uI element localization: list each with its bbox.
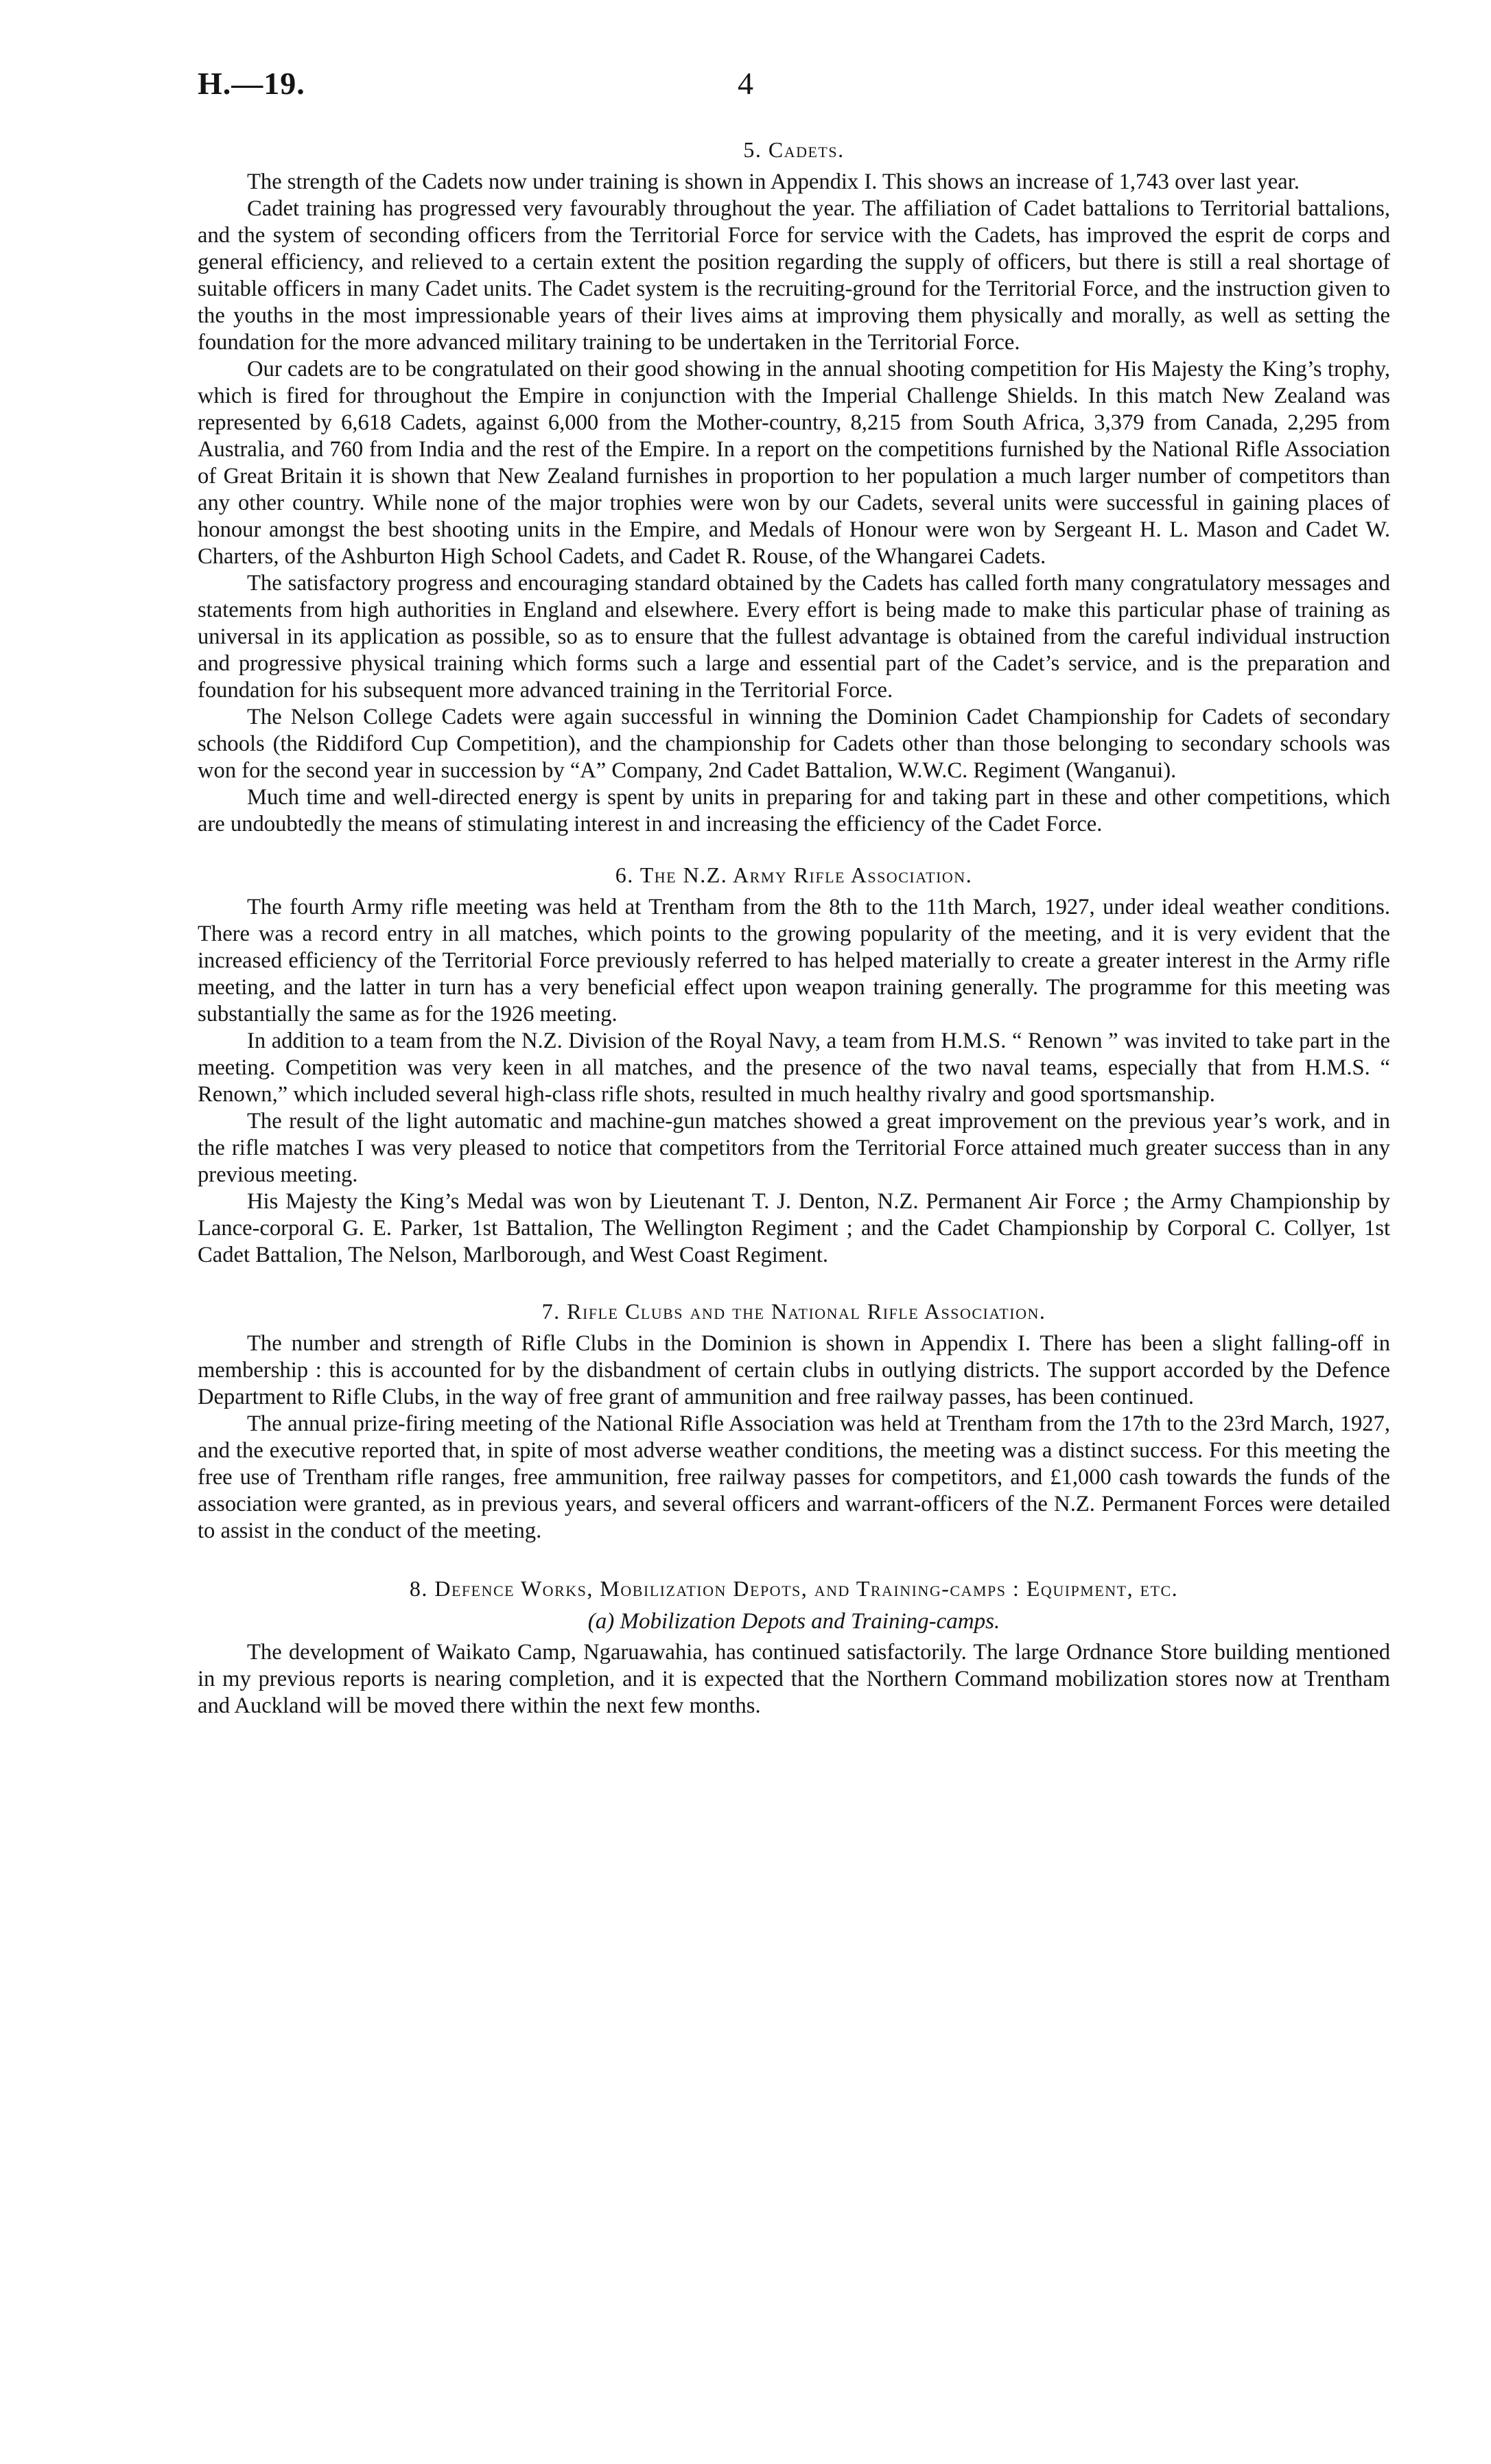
- section-army-rifle-association: [198, 861, 1390, 1269]
- paragraph: The result of the light automatic and machine-gun matches showed a great improvement on the previous year’s work, and in the rifle matches I was very pleased to notice that competitors from the Territorial Force attained much greater success than in any previous meeting.: [198, 1109, 1390, 1187]
- page-number: 4: [738, 66, 753, 101]
- running-header: [198, 65, 1293, 106]
- paragraph: The development of Waikato Camp, Ngaruawahia, has continued satisfactorily. The large Ordnance Store building mentioned in my previous reports is nearing completion, and it is expected that the Northern Command mobilization stores now at Trentham and Auckland will be moved there within the next few months.: [198, 1640, 1390, 1718]
- document-body: [198, 136, 1390, 1720]
- section-heading: 7. Rifle Clubs and the National Rifle Association.: [541, 1299, 1046, 1324]
- section-heading: 6. The N.Z. Army Rifle Association.: [615, 863, 973, 887]
- paragraph: The Nelson College Cadets were again successful in winning the Dominion Cadet Championship for Cadets of secondary schools (the Riddiford Cup Competition), and the championship for Cadets other than those belonging to secondary schools was won for the second year in succession by “A” Company, 2nd Cadet Battalion, W.W.C. Regiment (Wanganui).: [198, 705, 1390, 783]
- paragraph: The number and strength of Rifle Clubs in the Dominion is shown in Appendix I. There has been a slight falling-off in membership : this is accounted for by the disbandment of certain clubs in outlying districts. The support accorded by the Defence Department to Rifle Clubs, in the way of free grant of ammunition and free railway passes, has been continued.: [198, 1331, 1390, 1409]
- section-subheading: (a) Mobilization Depots and Training-camps.: [587, 1609, 1000, 1634]
- section-defence-works: [198, 1575, 1390, 1720]
- paragraph: Our cadets are to be congratulated on their good showing in the annual shooting competition for His Majesty the King’s trophy, which is fired for throughout the Empire in conjunction with the Imperial Challenge Shields. In this match New Zealand was represented by 6,618 Cadets, against 6,000 from the Mother-country, 8,215 from South Africa, 3,379 from Canada, 2,295 from Australia, and 760 from India and the rest of the Empire. In a report on the competitions furnished by the National Rifle Association of Great Britain it is shown that New Zealand furnishes in proportion to her population a much larger number of competitors than any other country. While none of the major trophies were won by our Cadets, several units were successful in gaining places of honour amongst the best shooting units in the Empire, and Medals of Honour were won by Sergeant H. L. Mason and Cadet W. Charters, of the Ashburton High School Cadets, and Cadet R. Rouse, of the Whangarei Cadets.: [198, 357, 1390, 569]
- paragraph: The fourth Army rifle meeting was held at Trentham from the 8th to the 11th March, 1927, under ideal weather conditions. There was a record entry in all matches, which points to the growing popularity of the meeting, and it is very evident that the increased efficiency of the Territorial Force previously referred to has helped materially to create a greater interest in the Army rifle meeting, and the latter in turn has a very beneficial effect upon weapon training generally. The programme for this meeting was substantially the same as for the 1926 meeting.: [198, 895, 1390, 1026]
- paragraph: The strength of the Cadets now under training is shown in Appendix I. This shows an increase of 1,743 over last year.: [247, 169, 1300, 194]
- paragraph: The annual prize-firing meeting of the National Rifle Association was held at Trentham from the 17th to the 23rd March, 1927, and the executive reported that, in spite of most adverse weather conditions, the meeting was a distinct success. For this meeting the free use of Trentham rifle ranges, free ammunition, free railway passes for competitors, and £1,000 cash towards the funds of the association were granted, as in previous years, and several officers and warrant-officers of the N.Z. Permanent Forces were detailed to assist in the conduct of the meeting.: [198, 1411, 1390, 1543]
- paragraph: In addition to a team from the N.Z. Division of the Royal Navy, a team from H.M.S. “ Renown ” was invited to take part in the meeting. Competition was very keen in all matches, and the presence of the two naval teams, especially that from H.M.S. “ Renown,” which included several high-class rifle shots, resulted in much healthy rivalry and good sportsmanship.: [198, 1029, 1390, 1107]
- section-rifle-clubs: [198, 1298, 1390, 1545]
- document-reference: H.—19.: [198, 66, 305, 101]
- section-heading: 8. Defence Works, Mobilization Depots, and Training-camps : Equipment, etc.: [409, 1576, 1179, 1601]
- paragraph: Cadet training has progressed very favourably throughout the year. The affiliation of Cadet battalions to Territorial battalions, and the system of seconding officers from the Territorial Force for service with the Cadets, has improved the esprit de corps and general efficiency, and relieved to a certain extent the position regarding the supply of officers, but there is still a real shortage of suitable officers in many Cadet units. The Cadet system is the recruiting-ground for the Territorial Force, and the instruction given to the youths in the most impressionable years of their lives aims at improving them physically and morally, as well as setting the foundation for the more advanced military training to be undertaken in the Territorial Force.: [198, 196, 1390, 355]
- section-cadets: [198, 136, 1390, 838]
- paragraph: The satisfactory progress and encouraging standard obtained by the Cadets has called forth many congratulatory messages and statements from high authorities in England and elsewhere. Every effort is being made to make this particular phase of training as universal in its application as possible, so as to ensure that the fullest advantage is obtained from the careful individual instruction and progressive physical training which forms such a large and essential part of the Cadet’s service, and is the preparation and foundation for his subsequent more advanced training in the Territorial Force.: [198, 571, 1390, 703]
- paragraph: Much time and well-directed energy is spent by units in preparing for and taking part in these and other competitions, which are undoubtedly the means of stimulating interest in and increasing the efficiency of the Cadet Force.: [198, 785, 1390, 836]
- paragraph: His Majesty the King’s Medal was won by Lieutenant T. J. Denton, N.Z. Permanent Air Force ; the Army Championship by Lance-corporal G. E. Parker, 1st Battalion, The Wellington Regiment ; and the Cadet Championship by Corporal C. Collyer, 1st Cadet Battalion, The Nelson, Marlborough, and West Coast Regiment.: [198, 1189, 1390, 1267]
- section-heading: 5. Cadets.: [743, 137, 845, 162]
